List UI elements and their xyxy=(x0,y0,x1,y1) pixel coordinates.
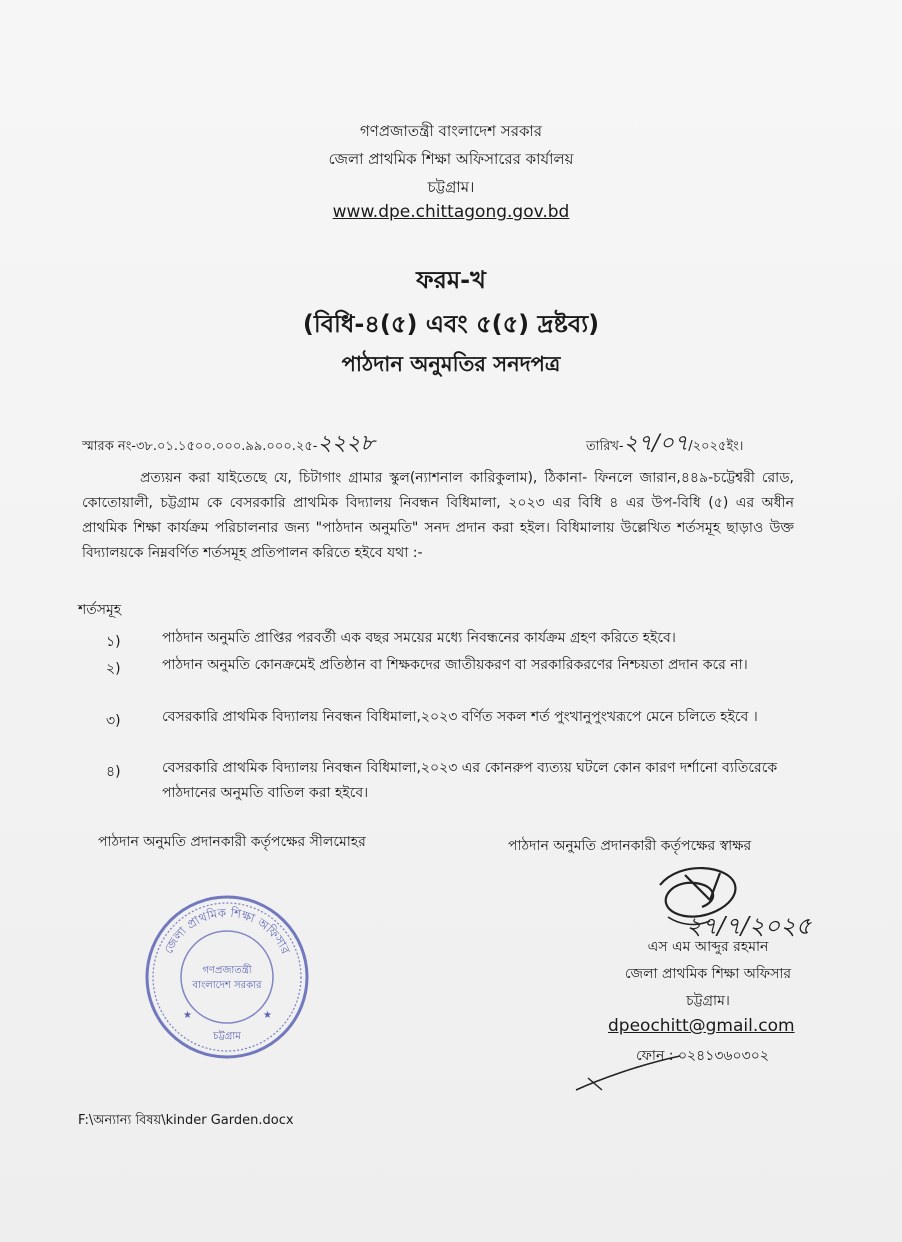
seal-center-line2: বাংলাদেশ সরকার xyxy=(192,980,262,991)
officer-email-link[interactable]: dpeochitt@gmail.com xyxy=(608,1016,795,1036)
header-office: জেলা প্রাথমিক শিক্ষা অফিসারের কার্যালয় xyxy=(328,150,574,168)
memo-prefix: স্মারক নং-৩৮.০১.১৫০০.০০০.৯৯.০০০.২৫- xyxy=(82,439,318,454)
date-prefix: তারিখ- xyxy=(586,439,624,454)
file-path-footer: F:\অন্যান্য বিষয়\kinder Garden.docx xyxy=(78,1113,294,1128)
header-government: গণপ্রজাতন্ত্রী বাংলাদেশ সরকার xyxy=(359,122,543,140)
official-seal xyxy=(143,893,311,1061)
certificate-body: প্রত্যয়ন করা যাইতেছে যে, চিটাগাং গ্রামার স্কুল(ন্যাশনাল কারিকুলাম), ঠিকানা- ফিনলে জারান,৪৪৯-চট্টেশ্বরী রোড, কোতোয়ালী, চট্টগ্রাম কে বেসরকারি প্রাথমিক বিদ্যালয় নিবন্ধন বিধিমালা, ২০২৩ এর বিধি ৪ এর উপ-বিধি (৫) এর অধীন প্রাথমিক শিক্ষা কার্যক্রম পরিচালনার জন্য "পাঠদান অনুমতি" সনদ প্রদান করা হইল। বিধিমালায় উল্লেখিত শর্তসমূহ ছাড়াও উক্ত বিদ্যালয়কে নিম্নবর্ণিত শর্তসমূহ প্রতিপালন করিতে হইবে যথা :- xyxy=(82,470,794,561)
condition-number: ১) xyxy=(106,634,121,650)
condition-text: বেসরকারি প্রাথমিক বিদ্যালয় নিবন্ধন বিধিমালা,২০২৩ বর্ণিত সকল শর্ত পুংখানুপুংখরূপে মেনে চলিতে হইবে । xyxy=(162,709,758,725)
memo-handwritten: ২২২৮ xyxy=(317,431,375,456)
svg-text:★: ★ xyxy=(263,1010,272,1021)
officer-city: চট্টগ্রাম। xyxy=(686,993,730,1009)
condition-text: বেসরকারি প্রাথমিক বিদ্যালয় নিবন্ধন বিধিমালা,২০২৩ এর কোনরুপ ব্যত্যয় ঘটলে কোন কারণ দর্শানো ব্যতিরেকে পাঠদানের অনুমতি বাতিল করা হইবে। xyxy=(162,760,778,801)
seal-label: পাঠদান অনুমতি প্রদানকারী কর্তৃপক্ষের সীলমোহর xyxy=(98,834,366,850)
certificate-title: পাঠদান অনুমতির সনদপত্র xyxy=(341,352,561,376)
officer-name: এস এম আব্দুর রহমান xyxy=(647,939,769,955)
condition-number: ২) xyxy=(106,661,121,677)
date-suffix: /২০২৫ইং। xyxy=(688,439,744,454)
condition-text: পাঠদান অনুমতি প্রাপ্তির পরবর্তী এক বছর সময়ের মধ্যে নিবন্ধনের কার্যক্রম গ্রহণ করিতে হইবে। xyxy=(162,630,676,646)
condition-number: ৩) xyxy=(106,713,121,729)
condition-text: পাঠদান অনুমতি কোনক্রমেই প্রতিষ্ঠান বা শিক্ষকদের জাতীয়করণ বা সরকারিকরণের নিশ্চয়তা প্রদান করে না। xyxy=(162,657,748,673)
seal-graphic xyxy=(143,893,311,1061)
memo-number xyxy=(82,426,375,463)
seal-center-line1: গণপ্রজাতন্ত্রী xyxy=(202,965,252,976)
officer-title: জেলা প্রাথমিক শিক্ষা অফিসার xyxy=(624,966,792,982)
officer-phone: ফোন : ০২৪১৩৬০৩০২ xyxy=(636,1048,769,1064)
issue-date xyxy=(586,426,743,463)
pen-stroke-decoration xyxy=(568,1050,688,1095)
header-website-link[interactable]: www.dpe.chittagong.gov.bd xyxy=(332,202,570,222)
conditions-heading: শর্তসমূহ xyxy=(78,602,122,618)
condition-number: ৪) xyxy=(106,764,121,780)
signed-date-handwritten: ২৭/৭/২০২৫ xyxy=(686,912,812,940)
rule-reference: (বিধি-৪(৫) এবং ৫(৫) দ্রষ্টব্য) xyxy=(302,310,600,338)
seal-bottom-text: চট্টগ্রাম xyxy=(213,1031,241,1042)
svg-text:★: ★ xyxy=(183,1010,192,1021)
signature-label: পাঠদান অনুমতি প্রদানকারী কর্তৃপক্ষের স্বাক্ষর xyxy=(508,838,752,854)
seal-ring-text: জেলা প্রাথমিক শিক্ষা অফিসার xyxy=(161,905,293,956)
header-city: চট্টগ্রাম। xyxy=(427,178,475,196)
date-handwritten: ২৭/০৭ xyxy=(623,431,689,456)
form-title: ফরম-খ xyxy=(416,266,486,294)
